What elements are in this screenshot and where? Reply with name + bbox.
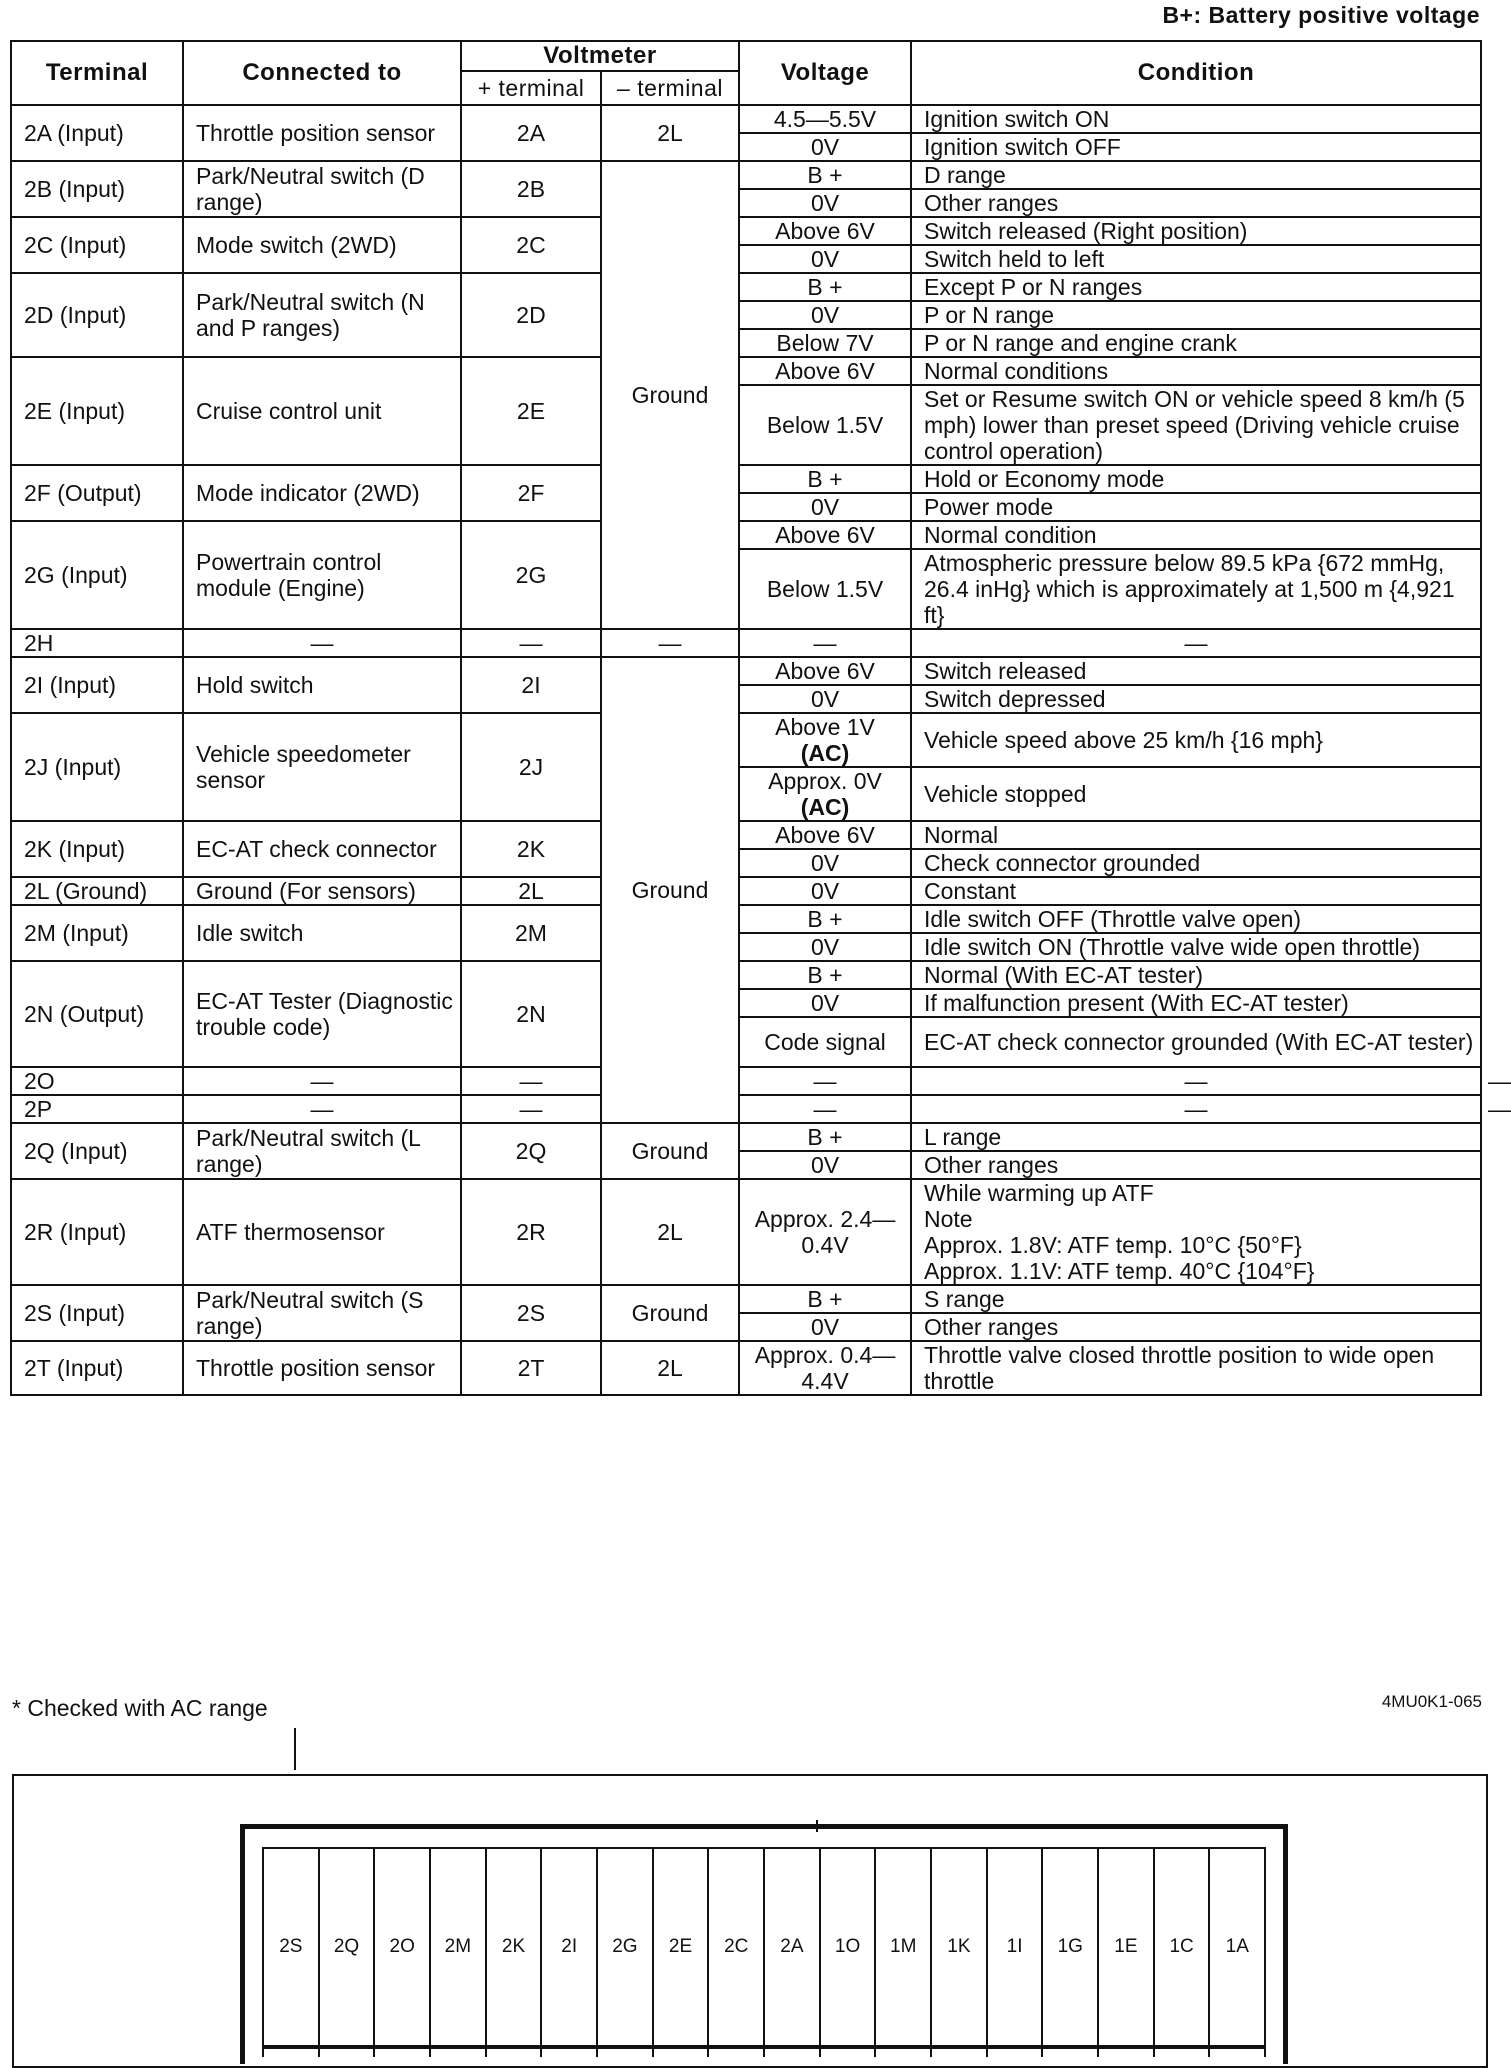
condition-cell <box>911 629 1481 657</box>
header-voltage: Voltage <box>739 41 911 105</box>
condition-cell <box>911 1313 1481 1341</box>
condition-text: Set or Resume switch ON or vehicle speed 8 km/h (5 mph) lower than preset speed (Driving vehicle cruise control operation) <box>924 386 1465 464</box>
ac-range-mark: (AC) <box>800 794 850 820</box>
connected-to-cell: EC-AT check connector <box>183 821 461 877</box>
voltage-cell <box>739 767 911 821</box>
condition-cell <box>911 189 1481 217</box>
table-row <box>11 1285 1481 1313</box>
table-row <box>11 465 1481 493</box>
plus-terminal-cell: 2I <box>461 657 601 713</box>
table-row <box>11 1123 1481 1151</box>
table-row <box>11 629 1481 657</box>
condition-text: S range <box>924 1286 1005 1312</box>
connector-pin-lower <box>487 2049 543 2057</box>
plus-terminal-cell: 2A <box>461 105 601 161</box>
footnote: * Checked with AC range <box>12 1695 268 1721</box>
table-row <box>11 161 1481 189</box>
condition-cell <box>911 877 1481 905</box>
voltage-value: 0V <box>810 190 840 216</box>
header-plus-terminal: + terminal <box>461 71 601 105</box>
terminal-cell: 2T (Input) <box>11 1341 183 1395</box>
voltage-value: Approx. 2.4—0.4V <box>754 1206 896 1258</box>
connected-to-cell: Park/Neutral switch (L range) <box>183 1123 461 1179</box>
voltage-value: Approx. 0.4—4.4V <box>754 1342 896 1394</box>
voltage-value: B + <box>807 162 843 188</box>
connector-pin: 1O <box>821 1849 877 2045</box>
condition-cell <box>911 465 1481 493</box>
header-connected-to: Connected to <box>183 41 461 105</box>
condition-cell <box>911 961 1481 989</box>
condition-text: Switch held to left <box>924 246 1105 272</box>
voltage-value: B + <box>807 274 843 300</box>
condition-cell <box>911 767 1481 821</box>
voltage-cell <box>739 685 911 713</box>
connector-pin-lower <box>431 2049 487 2057</box>
connected-to-cell: Mode switch (2WD) <box>183 217 461 273</box>
terminal-cell: 2E (Input) <box>11 357 183 465</box>
condition-text: Vehicle speed above 25 km/h {16 mph} <box>924 727 1323 753</box>
voltage-cell <box>739 549 911 629</box>
condition-text: Idle switch ON (Throttle valve wide open throttle) <box>924 934 1420 960</box>
connector-pin: 1K <box>932 1849 988 2045</box>
header-terminal: Terminal <box>11 41 183 105</box>
plus-terminal-cell: 2M <box>461 905 601 961</box>
condition-cell <box>911 245 1481 273</box>
voltage-value: 0V <box>810 494 840 520</box>
voltage-cell <box>739 465 911 493</box>
condition-text: While warming up ATF <box>924 1180 1154 1206</box>
terminal-cell: 2O <box>11 1067 183 1095</box>
voltage-cell <box>739 1285 911 1313</box>
figure-code: 4MU0K1-065 <box>1381 1692 1482 1711</box>
condition-cell <box>911 989 1481 1017</box>
condition-text: Hold or Economy mode <box>924 466 1165 492</box>
condition-text: D range <box>924 162 1006 188</box>
voltage-cell <box>739 133 911 161</box>
voltage-cell <box>739 273 911 301</box>
table-row <box>11 1179 1481 1285</box>
terminal-cell: 2F (Output) <box>11 465 183 521</box>
condition-cell <box>911 1341 1481 1395</box>
condition-text: Other ranges <box>924 1314 1059 1340</box>
voltage-value: Above 6V <box>775 822 875 848</box>
header-voltmeter: Voltmeter <box>461 41 739 71</box>
condition-cell <box>911 1017 1481 1067</box>
table-row <box>11 821 1481 849</box>
condition-cell <box>911 301 1481 329</box>
connector-pin-lower <box>320 2049 376 2057</box>
condition-cell <box>911 385 1481 465</box>
connector-pin: 2S <box>264 1849 320 2045</box>
plus-terminal-cell: 2E <box>461 357 601 465</box>
header-condition: Condition <box>911 41 1481 105</box>
condition-cell <box>911 685 1481 713</box>
voltage-value: — <box>813 630 837 656</box>
condition-text: L range <box>924 1124 1002 1150</box>
connector-pin: 2M <box>431 1849 487 2045</box>
minus-terminal-cell: Ground <box>601 161 739 629</box>
table-row <box>11 521 1481 549</box>
voltage-cell <box>911 1095 1481 1123</box>
voltage-value: Below 1.5V <box>766 412 884 438</box>
voltage-cell <box>739 961 911 989</box>
connector-pin: 2A <box>765 1849 821 2045</box>
minus-terminal-cell: — <box>739 1095 911 1123</box>
terminal-cell: 2H <box>11 629 183 657</box>
condition-cell <box>911 273 1481 301</box>
table-row <box>11 877 1481 905</box>
voltage-cell <box>739 629 911 657</box>
voltage-cell <box>739 1151 911 1179</box>
condition-text: Ignition switch ON <box>924 106 1110 132</box>
connected-to-cell: Powertrain control module (Engine) <box>183 521 461 629</box>
minus-terminal-cell: Ground <box>601 1285 739 1341</box>
terminal-cell: 2A (Input) <box>11 105 183 161</box>
table-row <box>11 217 1481 245</box>
connector-pin-lower <box>876 2049 932 2057</box>
plus-terminal-cell: 2Q <box>461 1123 601 1179</box>
condition-cell <box>911 133 1481 161</box>
connector-pin: 2Q <box>320 1849 376 2045</box>
condition-text: — <box>1488 1096 1511 1122</box>
table-row <box>11 105 1481 133</box>
voltage-value: 0V <box>810 1314 840 1340</box>
voltage-value: Approx. 0V <box>768 768 882 794</box>
terminal-cell: 2P <box>11 1095 183 1123</box>
connected-to-cell: — <box>183 1095 461 1123</box>
minus-terminal-cell: — <box>601 629 739 657</box>
voltage-cell <box>739 217 911 245</box>
connector-pin: 2I <box>542 1849 598 2045</box>
condition-text: Constant <box>924 878 1017 904</box>
condition-text: Vehicle stopped <box>924 781 1087 807</box>
voltage-value: 0V <box>810 990 840 1016</box>
connector-pin-lower <box>988 2049 1044 2057</box>
condition-cell <box>911 329 1481 357</box>
voltage-value: Above 6V <box>775 358 875 384</box>
condition-note-line: Approx. 1.8V: ATF temp. 10°C {50°F} <box>924 1232 1302 1258</box>
connector-pin: 2E <box>654 1849 710 2045</box>
voltage-cell <box>739 877 911 905</box>
connected-to-cell: Mode indicator (2WD) <box>183 465 461 521</box>
connected-to-cell: Hold switch <box>183 657 461 713</box>
connector-pin: 2C <box>709 1849 765 2045</box>
connector-pin-lower <box>264 2049 320 2057</box>
plus-terminal-cell: — <box>461 1095 601 1123</box>
voltage-value: — <box>1184 1068 1208 1094</box>
connected-to-cell: Park/Neutral switch (N and P ranges) <box>183 273 461 357</box>
condition-text: Atmospheric pressure below 89.5 kPa {672 mmHg, 26.4 inHg} which is approximately at 1,500 m {4,921 ft} <box>924 550 1455 628</box>
plus-terminal-cell: 2F <box>461 465 601 521</box>
terminal-cell: 2C (Input) <box>11 217 183 273</box>
voltage-cell <box>739 933 911 961</box>
connected-to-cell: EC-AT Tester (Diagnostic trouble code) <box>183 961 461 1067</box>
voltage-cell <box>739 301 911 329</box>
plus-terminal-cell: — <box>461 1067 601 1095</box>
connected-to-cell: Park/Neutral switch (S range) <box>183 1285 461 1341</box>
connector-pin-lower <box>654 2049 710 2057</box>
table-row <box>11 357 1481 385</box>
condition-text: Throttle valve closed throttle position to wide open throttle <box>924 1342 1435 1394</box>
plus-terminal-cell: 2D <box>461 273 601 357</box>
connector-pin: 1E <box>1099 1849 1155 2045</box>
terminal-cell: 2K (Input) <box>11 821 183 877</box>
connector-pin-row-lower <box>262 2047 1266 2057</box>
condition-text: Idle switch OFF (Throttle valve open) <box>924 906 1302 932</box>
table-row <box>11 1341 1481 1395</box>
connector-pin-lower <box>1210 2049 1264 2057</box>
condition-cell <box>911 161 1481 189</box>
condition-text: Except P or N ranges <box>924 274 1143 300</box>
voltage-cell <box>739 1017 911 1067</box>
voltage-cell <box>739 1123 911 1151</box>
voltage-value: Above 1V <box>775 714 875 740</box>
battery-voltage-legend: B+: Battery positive voltage <box>1162 2 1480 28</box>
table-row <box>11 961 1481 989</box>
plus-terminal-cell: — <box>461 629 601 657</box>
voltage-value: 0V <box>810 302 840 328</box>
minus-terminal-cell: 2L <box>601 1341 739 1395</box>
plus-terminal-cell: 2L <box>461 877 601 905</box>
connector-pin-lower <box>542 2049 598 2057</box>
terminal-cell: 2S (Input) <box>11 1285 183 1341</box>
terminal-cell: 2L (Ground) <box>11 877 183 905</box>
connector-pin-lower <box>932 2049 988 2057</box>
condition-text: — <box>1488 1068 1511 1094</box>
voltage-value: B + <box>807 1286 843 1312</box>
connector-pin: 1C <box>1155 1849 1211 2045</box>
voltage-cell <box>739 521 911 549</box>
connector-pin: 1G <box>1043 1849 1099 2045</box>
condition-text: P or N range and engine crank <box>924 330 1237 356</box>
minus-terminal-cell: 2L <box>601 1179 739 1285</box>
plus-terminal-cell: 2S <box>461 1285 601 1341</box>
voltage-value: 4.5—5.5V <box>773 106 877 132</box>
voltage-cell <box>739 657 911 685</box>
terminal-cell: 2B (Input) <box>11 161 183 217</box>
table-row <box>11 1067 1481 1095</box>
ac-range-mark: (AC) <box>800 740 850 766</box>
terminal-voltage-table <box>10 40 1511 1396</box>
connector-pin-lower <box>1043 2049 1099 2057</box>
table-row <box>11 1095 1481 1123</box>
voltage-value: Above 6V <box>775 658 875 684</box>
voltage-value: 0V <box>810 1152 840 1178</box>
connector-pin: 1A <box>1225 1936 1249 1957</box>
connected-to-cell: Ground (For sensors) <box>183 877 461 905</box>
condition-text: — <box>1184 630 1208 656</box>
voltage-cell <box>739 1313 911 1341</box>
terminal-cell: 2M (Input) <box>11 905 183 961</box>
voltage-value: 0V <box>810 878 840 904</box>
condition-cell <box>911 821 1481 849</box>
plus-terminal-cell: 2N <box>461 961 601 1067</box>
minus-terminal-cell: 2L <box>601 105 739 161</box>
voltage-value: Code signal <box>764 1029 886 1055</box>
minus-terminal-cell: Ground <box>601 657 739 1123</box>
terminal-cell: 2R (Input) <box>11 1179 183 1285</box>
condition-cell <box>911 933 1481 961</box>
condition-text: Switch released <box>924 658 1087 684</box>
voltage-cell <box>739 1341 911 1395</box>
plus-terminal-cell: 2C <box>461 217 601 273</box>
connector-pin-lower <box>598 2049 654 2057</box>
table-body <box>11 105 1511 1395</box>
voltage-value: 0V <box>810 850 840 876</box>
voltage-value: B + <box>807 906 843 932</box>
condition-text: Normal conditions <box>924 358 1109 384</box>
table-row <box>11 273 1481 301</box>
plus-terminal-cell: 2B <box>461 161 601 217</box>
voltage-cell <box>739 245 911 273</box>
minus-terminal-cell: — <box>739 1067 911 1095</box>
connector-pin: 2K <box>487 1849 543 2045</box>
condition-text: Normal <box>924 822 999 848</box>
voltage-cell <box>739 713 911 767</box>
table-row <box>11 713 1481 767</box>
condition-text: EC-AT check connector grounded (With EC-AT tester) <box>924 1029 1474 1055</box>
table-row <box>11 905 1481 933</box>
condition-cell <box>911 1179 1481 1285</box>
table-row <box>11 657 1481 685</box>
terminal-cell: 2D (Input) <box>11 273 183 357</box>
voltage-cell <box>739 105 911 133</box>
condition-cell <box>911 657 1481 685</box>
plus-terminal-cell: 2R <box>461 1179 601 1285</box>
plus-terminal-cell: 2K <box>461 821 601 877</box>
voltage-cell <box>739 849 911 877</box>
voltage-cell <box>739 989 911 1017</box>
condition-text: Normal (With EC-AT tester) <box>924 962 1204 988</box>
condition-text: Ignition switch OFF <box>924 134 1121 160</box>
connected-to-cell: Throttle position sensor <box>183 1341 461 1395</box>
condition-text: Other ranges <box>924 1152 1059 1178</box>
voltage-value: Above 6V <box>775 522 875 548</box>
plus-terminal-cell: 2T <box>461 1341 601 1395</box>
connector-pin-lower <box>1155 2049 1211 2057</box>
voltage-cell <box>739 357 911 385</box>
condition-text: Power mode <box>924 494 1054 520</box>
condition-text: Switch depressed <box>924 686 1106 712</box>
voltage-cell <box>739 821 911 849</box>
minus-terminal-cell: Ground <box>601 1123 739 1179</box>
voltage-cell <box>739 329 911 357</box>
connected-to-cell: Cruise control unit <box>183 357 461 465</box>
connector-pin: 1I <box>988 1849 1044 2045</box>
condition-text: P or N range <box>924 302 1054 328</box>
plus-terminal-cell: 2J <box>461 713 601 821</box>
terminal-cell: 2Q (Input) <box>11 1123 183 1179</box>
terminal-cell: 2N (Output) <box>11 961 183 1067</box>
terminal-cell: 2G (Input) <box>11 521 183 629</box>
condition-cell <box>911 105 1481 133</box>
condition-cell <box>911 1151 1481 1179</box>
connected-to-cell: Park/Neutral switch (D range) <box>183 161 461 217</box>
voltage-value: Below 7V <box>776 330 874 356</box>
terminal-cell: 2I (Input) <box>11 657 183 713</box>
connector-pin-lower <box>709 2049 765 2057</box>
condition-cell <box>911 1285 1481 1313</box>
connected-to-cell: Throttle position sensor <box>183 105 461 161</box>
condition-text: Check connector grounded <box>924 850 1201 876</box>
condition-text: Other ranges <box>924 190 1059 216</box>
voltage-cell <box>739 493 911 521</box>
connected-to-cell: — <box>183 1067 461 1095</box>
voltage-cell <box>911 1067 1481 1095</box>
voltage-value: 0V <box>810 686 840 712</box>
condition-note-line: Approx. 1.1V: ATF temp. 40°C {104°F} <box>924 1258 1315 1284</box>
connected-to-cell: Idle switch <box>183 905 461 961</box>
connector-pin-row <box>262 1847 1266 2047</box>
voltage-cell <box>739 385 911 465</box>
condition-cell <box>911 849 1481 877</box>
voltage-value: 0V <box>810 134 840 160</box>
connector-pin-lower <box>375 2049 431 2057</box>
header-minus-terminal: – terminal <box>601 71 739 105</box>
condition-cell <box>911 713 1481 767</box>
condition-note-line: Note <box>924 1206 973 1232</box>
voltage-value: Below 1.5V <box>766 576 884 602</box>
connector-pin-lower <box>821 2049 877 2057</box>
voltage-value: 0V <box>810 246 840 272</box>
condition-cell <box>911 549 1481 629</box>
condition-cell <box>911 1123 1481 1151</box>
voltage-cell <box>739 161 911 189</box>
terminal-cell: 2J (Input) <box>11 713 183 821</box>
connector-pin: 1M <box>876 1849 932 2045</box>
condition-text: Switch released (Right position) <box>924 218 1248 244</box>
condition-text: If malfunction present (With EC-AT tester) <box>924 990 1349 1016</box>
voltage-value: B + <box>807 962 843 988</box>
voltage-cell <box>739 189 911 217</box>
connector-divider <box>816 1820 818 1832</box>
condition-cell <box>911 357 1481 385</box>
leader-line <box>294 1728 296 1770</box>
connector-pin-lower <box>765 2049 821 2057</box>
voltage-value: B + <box>807 1124 843 1150</box>
condition-text: Normal condition <box>924 522 1097 548</box>
connected-to-cell: ATF thermosensor <box>183 1179 461 1285</box>
connected-to-cell: — <box>183 629 461 657</box>
condition-cell <box>911 905 1481 933</box>
condition-cell <box>911 217 1481 245</box>
connector-pin: 2O <box>375 1849 431 2045</box>
condition-cell <box>911 493 1481 521</box>
plus-terminal-cell: 2G <box>461 521 601 629</box>
voltage-value: Above 6V <box>775 218 875 244</box>
voltage-cell <box>739 1179 911 1285</box>
connector-pin-lower <box>1099 2049 1155 2057</box>
voltage-cell <box>739 905 911 933</box>
voltage-value: B + <box>807 466 843 492</box>
voltage-value: — <box>1184 1096 1208 1122</box>
connected-to-cell: Vehicle speedometer sensor <box>183 713 461 821</box>
connector-pin: 2G <box>598 1849 654 2045</box>
condition-cell <box>911 521 1481 549</box>
voltage-value: 0V <box>810 934 840 960</box>
